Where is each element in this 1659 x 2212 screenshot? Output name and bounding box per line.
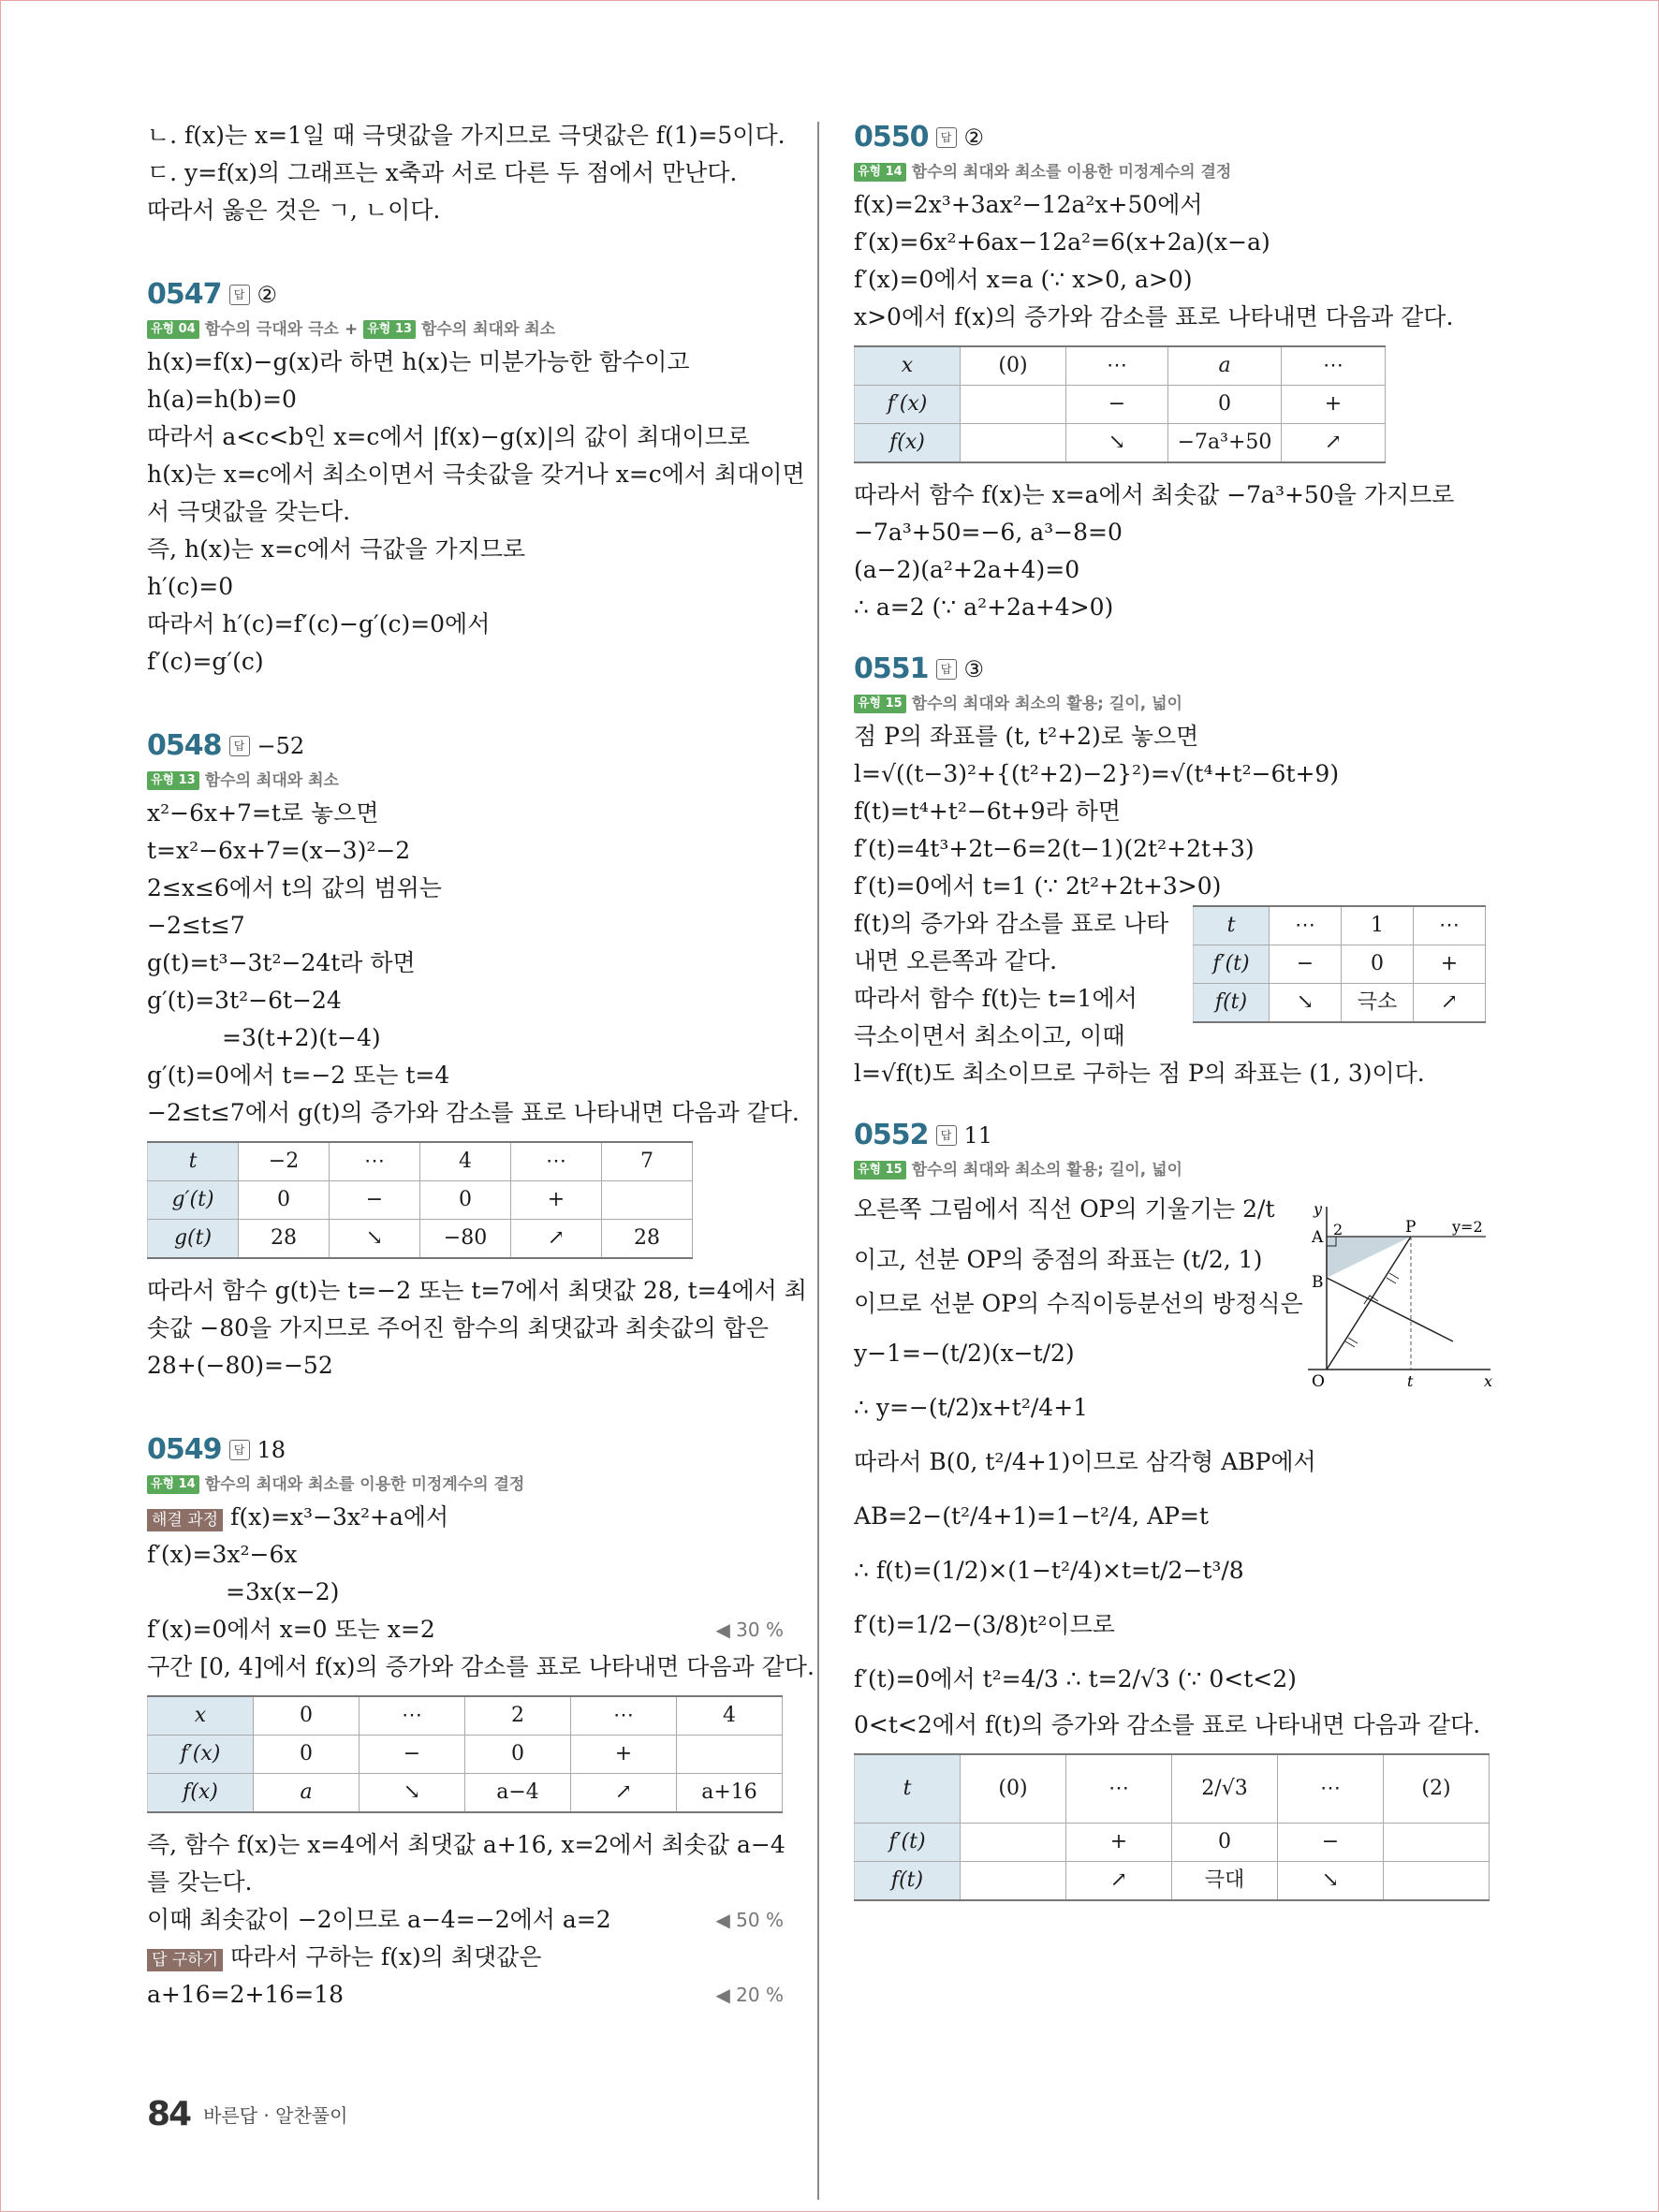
solution-text: 이때 최솟값이 −2이므로 a−4=−2에서 a=2: [147, 1906, 611, 1933]
table-cell: 4: [677, 1696, 783, 1736]
table-cell: 0: [1172, 1824, 1278, 1862]
problem-number: 0552: [854, 1119, 929, 1151]
solution-line: 솟값 −80을 가지므로 주어진 함수의 최댓값과 최솟값의 합은: [147, 1314, 769, 1341]
plus-sign: +: [344, 320, 359, 339]
solution-line: 즉, 함수 f(x)는 x=4에서 최댓값 a+16, x=2에서 최솟값 a−4: [147, 1831, 785, 1858]
table-cell: [961, 1862, 1066, 1901]
table-cell: 극대: [1172, 1862, 1278, 1901]
axis-label-y: y: [1314, 1201, 1323, 1218]
table-header-cell: t: [1194, 906, 1270, 945]
solution-line: f′(t)=1/2−(3/8)t²이므로: [854, 1611, 1115, 1638]
table-cell: +: [511, 1181, 602, 1220]
type-tags: [147, 767, 784, 795]
problem-header: [147, 725, 784, 767]
solution-line: g(t)=t³−3t²−24t라 하면: [147, 949, 416, 976]
table-cell: ⋯: [1066, 1754, 1172, 1824]
answer-value: −52: [257, 733, 305, 759]
solution-line: h(x)는 x=c에서 최소이면서 극솟값을 갖거나 x=c에서 최대이면: [147, 461, 805, 488]
table-cell: (0): [961, 346, 1066, 386]
table-row: [855, 1862, 1490, 1901]
solution-line: g′(t)=0에서 t=−2 또는 t=4: [147, 1062, 450, 1089]
answer-icon: 답: [229, 1440, 250, 1460]
table-row: [855, 1824, 1490, 1862]
solution-line: x>0에서 f(x)의 증가와 감소를 표로 나타내면 다음과 같다.: [854, 303, 1454, 330]
table-row: [855, 346, 1386, 386]
intro-line: ㄴ. f(x)는 x=1일 때 극댓값을 가지므로 극댓값은 f(1)=5이다.: [147, 122, 785, 149]
type-tag: 유형 14: [854, 163, 906, 182]
type-tags: [854, 158, 1500, 186]
table-cell: ↗: [571, 1774, 677, 1813]
solution-line: h(a)=h(b)=0: [147, 386, 297, 413]
solution-line: 따라서 a<c<b인 x=c에서 |f(x)−g(x)|의 값이 최대이므로: [147, 423, 750, 450]
solution-line: 이고, 선분 OP의 중점의 좌표는 (t/2, 1): [854, 1246, 1263, 1273]
table-cell: 0: [239, 1181, 330, 1220]
type-tag-text: 함수의 최대와 최소: [204, 771, 339, 790]
score-percent: ◀ 20 %: [715, 1984, 784, 2006]
type-tag-text: 함수의 극대와 극소: [204, 320, 339, 339]
problem-0548: [147, 725, 807, 1384]
table-header-cell: x: [855, 346, 961, 386]
step-label: 해결 과정: [147, 1509, 223, 1531]
variation-table: [147, 1141, 693, 1259]
table-row: [148, 1736, 783, 1774]
table-header-cell: t: [148, 1142, 239, 1181]
solution-line: 즉, h(x)는 x=c에서 극값을 가지므로: [147, 535, 526, 563]
table-header-cell: x: [148, 1696, 254, 1736]
solution-line: 2≤x≤6에서 t의 값의 범위는: [147, 874, 442, 901]
solution-line: [147, 1939, 784, 1976]
type-tag: 유형 15: [854, 1161, 906, 1179]
solution-text: a+16=2+16=18: [147, 1981, 345, 2008]
side-by-side-block: [854, 905, 1500, 1055]
solution-line: −2≤t≤7에서 g(t)의 증가와 감소를 표로 나타내면 다음과 같다.: [147, 1099, 800, 1126]
table-cell: ⋯: [511, 1142, 602, 1181]
table-cell: +: [571, 1736, 677, 1774]
table-row: [148, 1696, 783, 1736]
type-tag-text: 함수의 최대와 최소: [420, 320, 556, 339]
answer-icon: 답: [936, 127, 957, 148]
solution-line: f′(c)=g′(c): [147, 648, 264, 675]
table-header-cell: f′(x): [148, 1736, 254, 1774]
table-row: [148, 1181, 693, 1220]
intro-block: [147, 117, 784, 229]
table-cell: a: [1168, 346, 1282, 386]
page-number: 84: [147, 2095, 191, 2133]
problem-number: 0549: [147, 1433, 222, 1466]
problem-0549: [147, 1429, 815, 2014]
solution-line: (a−2)(a²+2a+4)=0: [854, 556, 1080, 583]
table-cell: ⋯: [1414, 906, 1486, 945]
point-label-a: A: [1312, 1228, 1324, 1247]
score-percent: ◀ 50 %: [715, 1909, 784, 1931]
point-label-o: O: [1312, 1372, 1325, 1391]
solution-line: l=√f(t)도 최소이므로 구하는 점 P의 좌표는 (1, 3)이다.: [854, 1060, 1425, 1087]
coordinate-diagram: [1289, 1201, 1500, 1398]
answer-value: ③: [963, 656, 985, 682]
solution-text: f(x)=x³−3x²+a에서: [230, 1503, 449, 1531]
table-header-cell: f(t): [855, 1862, 961, 1901]
problem-number: 0547: [147, 278, 222, 311]
table-header-cell: t: [855, 1754, 961, 1824]
problem-number: 0548: [147, 729, 222, 762]
type-tag: 유형 13: [363, 320, 416, 339]
type-tags: [854, 1156, 1500, 1184]
solution-line: 28+(−80)=−52: [147, 1352, 333, 1379]
table-header-cell: g(t): [148, 1220, 239, 1259]
table-header-cell: g′(t): [148, 1181, 239, 1220]
solution-line: [147, 1901, 784, 1939]
solution-line: 내면 오른쪽과 같다.: [854, 947, 1058, 974]
table-cell: ⋯: [360, 1696, 465, 1736]
solution-line: 따라서 B(0, t²/4+1)이므로 삼각형 ABP에서: [854, 1448, 1316, 1475]
solution-line: AB=2−(t²/4+1)=1−t²/4, AP=t: [854, 1502, 1209, 1530]
table-cell: −: [330, 1181, 420, 1220]
solution-line: 오른쪽 그림에서 직선 OP의 기울기는 2/t: [854, 1195, 1275, 1223]
table-cell: 극소: [1342, 984, 1414, 1023]
solution-line: 따라서 h′(c)=f′(c)−g′(c)=0에서: [147, 610, 491, 637]
score-percent: ◀ 30 %: [715, 1619, 784, 1641]
table-cell: 0: [465, 1736, 571, 1774]
table-cell: ⋯: [330, 1142, 420, 1181]
table-cell: −80: [420, 1220, 511, 1259]
solution-line: =3x(x−2): [226, 1578, 340, 1605]
table-cell: ↘: [360, 1774, 465, 1813]
solution-line: ∴ a=2 (∵ a²+2a+4>0): [854, 593, 1114, 621]
table-cell: (0): [961, 1754, 1066, 1824]
variation-table: [147, 1695, 783, 1813]
solution-line: 서 극댓값을 갖는다.: [147, 498, 351, 525]
table-cell: 7: [602, 1142, 693, 1181]
table-cell: [602, 1181, 693, 1220]
table-cell: 0: [1342, 945, 1414, 984]
type-tag: 유형 14: [147, 1475, 199, 1494]
table-cell: ↘: [1066, 424, 1168, 463]
table-cell: 0: [254, 1696, 360, 1736]
table-header-cell: f′(x): [855, 386, 961, 424]
tick-mark: [1387, 1278, 1396, 1283]
solution-text: f′(x)=0에서 x=0 또는 x=2: [147, 1616, 435, 1643]
table-cell: ↗: [511, 1220, 602, 1259]
table-header-cell: f′(t): [1194, 945, 1270, 984]
table-cell: −2: [239, 1142, 330, 1181]
table-cell: +: [1066, 1824, 1172, 1862]
solution-line: l=√((t−3)²+{(t²+2)−2}²)=√(t⁴+t²−6t+9): [854, 760, 1340, 787]
solution-line: 따라서 함수 f(t)는 t=1에서: [854, 985, 1138, 1012]
intro-line: ㄷ. y=f(x)의 그래프는 x축과 서로 다른 두 점에서 만난다.: [147, 159, 738, 186]
type-tag-text: 함수의 최대와 최소를 이용한 미정계수의 결정: [204, 1475, 525, 1494]
table-cell: 0: [1168, 386, 1282, 424]
left-column: [147, 117, 815, 2014]
table-cell: ⋯: [1278, 1754, 1384, 1824]
problem-header: [147, 274, 784, 315]
solution-line: 따라서 함수 f(x)는 x=a에서 최솟값 −7a³+50을 가지므로: [854, 481, 1455, 508]
table-header-cell: f(t): [1194, 984, 1270, 1023]
table-cell: ⋯: [1066, 346, 1168, 386]
type-tag-text: 함수의 최대와 최소의 활용; 길이, 넓이: [911, 1161, 1182, 1179]
table-cell: +: [1282, 386, 1386, 424]
side-text: [854, 905, 1172, 1055]
point-label-b: B: [1312, 1273, 1324, 1292]
table-row: [148, 1220, 693, 1259]
problem-0551: [854, 649, 1500, 1092]
problem-number: 0551: [854, 652, 929, 685]
table-header-cell: f(x): [148, 1774, 254, 1813]
solution-line: 극소이면서 최소이고, 이때: [854, 1022, 1125, 1049]
solution-line: −7a³+50=−6, a³−8=0: [854, 519, 1123, 546]
solution-line: f(x)=2x³+3ax²−12a²x+50에서: [854, 191, 1203, 218]
table-cell: 4: [420, 1142, 511, 1181]
table-cell: ↗: [1414, 984, 1486, 1023]
variation-table: [854, 1753, 1490, 1901]
solution-line: t=x²−6x+7=(x−3)²−2: [147, 837, 411, 864]
problem-header: [147, 1429, 784, 1471]
table-cell: ↘: [1278, 1862, 1384, 1901]
table-cell: 1: [1342, 906, 1414, 945]
value-label-2: 2: [1333, 1221, 1343, 1238]
table-cell: ⋯: [1282, 346, 1386, 386]
solution-line: [147, 1499, 784, 1536]
type-tag: 유형 15: [854, 695, 906, 713]
solution-line: =3(t+2)(t−4): [222, 1024, 381, 1051]
table-cell: a: [254, 1774, 360, 1813]
problem-0552: [854, 1115, 1500, 1901]
table-cell: a−4: [465, 1774, 571, 1813]
solution-line: f(t)의 증가와 감소를 표로 나타: [854, 910, 1169, 937]
table-cell: ↗: [1066, 1862, 1172, 1901]
table-cell: [677, 1736, 783, 1774]
solution-line: h(x)=f(x)−g(x)라 하면 h(x)는 미분가능한 함수이고: [147, 348, 690, 375]
table-cell: −: [1066, 386, 1168, 424]
table-cell: 28: [239, 1220, 330, 1259]
table-cell: 0: [254, 1736, 360, 1774]
table-row: [855, 386, 1386, 424]
solution-line: f′(t)=4t³+2t−6=2(t−1)(2t²+2t+3): [854, 835, 1255, 862]
table-cell: [961, 386, 1066, 424]
table-row: [1194, 945, 1486, 984]
axis-label-x: x: [1484, 1372, 1493, 1390]
solution-line: y−1=−(t/2)(x−t/2): [854, 1340, 1075, 1367]
table-cell: 28: [602, 1220, 693, 1259]
table-cell: [1384, 1862, 1490, 1901]
solution-line: x²−6x+7=t로 놓으면: [147, 799, 379, 827]
table-cell: ↗: [1282, 424, 1386, 463]
table-cell: ⋯: [571, 1696, 677, 1736]
table-header-cell: f′(t): [855, 1824, 961, 1862]
solution-line: [147, 1976, 784, 2014]
problem-0550: [854, 117, 1500, 626]
solution-line: f′(x)=6x²+6ax−12a²=6(x+2a)(x−a): [854, 228, 1270, 256]
solution-line: f′(x)=3x²−6x: [147, 1541, 298, 1568]
problem-0547: [147, 274, 805, 681]
tick-mark: [1348, 1338, 1358, 1343]
solution-line: 구간 [0, 4]에서 f(x)의 증가와 감소를 표로 나타내면 다음과 같다.: [147, 1653, 815, 1680]
point-label-t: t: [1407, 1372, 1414, 1390]
table-cell: [1384, 1824, 1490, 1862]
table-cell: −: [360, 1736, 465, 1774]
point-label-p: P: [1405, 1218, 1417, 1237]
table-cell: (2): [1384, 1754, 1490, 1824]
table-cell: −: [1270, 945, 1342, 984]
solution-line: f′(t)=0에서 t=1 (∵ 2t²+2t+3>0): [854, 872, 1222, 900]
right-column: [854, 117, 1500, 1914]
tick-mark: [1345, 1341, 1355, 1347]
type-tags: [147, 315, 784, 344]
solution-text: 따라서 구하는 f(x)의 최댓값은: [230, 1943, 542, 1970]
solution-line: f′(x)=0에서 x=a (∵ x>0, a>0): [854, 266, 1193, 293]
tick-mark: [1389, 1273, 1399, 1279]
table-header-cell: f(x): [855, 424, 961, 463]
solution-line: 이므로 선분 OP의 수직이등분선의 방정식은: [854, 1290, 1303, 1317]
table-cell: a+16: [677, 1774, 783, 1813]
type-tag: 유형 04: [147, 320, 199, 339]
variation-table: [854, 345, 1386, 463]
table-cell: 2/√3: [1172, 1754, 1278, 1824]
answer-value: 18: [257, 1437, 286, 1463]
table-cell: ↘: [330, 1220, 420, 1259]
table-cell: 2: [465, 1696, 571, 1736]
solution-line: f′(t)=0에서 t²=4/3 ∴ t=2/√3 (∵ 0<t<2): [854, 1665, 1297, 1692]
solution-line: ∴ f(t)=(1/2)×(1−t²/4)×t=t/2−t³/8: [854, 1557, 1244, 1584]
table-cell: −7a³+50: [1168, 424, 1282, 463]
solution-line: 따라서 함수 g(t)는 t=−2 또는 t=7에서 최댓값 28, t=4에서 최: [147, 1277, 807, 1304]
intro-line: 따라서 옳은 것은 ㄱ, ㄴ이다.: [147, 197, 441, 224]
solution-line: h′(c)=0: [147, 573, 234, 600]
problem-header: [854, 1115, 1500, 1156]
solution-line: g′(t)=3t²−6t−24: [147, 987, 342, 1014]
type-tag: 유형 13: [147, 771, 199, 790]
answer-icon: 답: [229, 736, 250, 756]
table-cell: [961, 424, 1066, 463]
variation-table: [1193, 905, 1486, 1023]
answer-value: ②: [257, 282, 278, 308]
type-tag-text: 함수의 최대와 최소를 이용한 미정계수의 결정: [911, 163, 1232, 182]
table-row: [855, 424, 1386, 463]
solution-line: −2≤t≤7: [147, 912, 245, 939]
column-divider: [817, 122, 819, 2200]
page-footer: [147, 2095, 347, 2133]
problem-number: 0550: [854, 121, 929, 154]
answer-icon: 답: [936, 1125, 957, 1146]
table-cell: +: [1414, 945, 1486, 984]
answer-icon: 답: [229, 285, 250, 305]
solution-line: [147, 1611, 784, 1648]
table-cell: [961, 1824, 1066, 1862]
type-tag-text: 함수의 최대와 최소의 활용; 길이, 넓이: [911, 695, 1182, 713]
answer-value: ②: [963, 125, 985, 151]
problem-header: [854, 649, 1500, 690]
line-label-y2: y=2: [1452, 1218, 1483, 1236]
step-label: 답 구하기: [147, 1949, 223, 1971]
perpendicular-bisector: [1327, 1278, 1453, 1341]
solution-line: f(t)=t⁴+t²−6t+9라 하면: [854, 798, 1121, 825]
table-row: [1194, 984, 1486, 1023]
book-title: 바른답 · 알찬풀이: [203, 2104, 348, 2127]
solution-line: ∴ y=−(t/2)x+t²/4+1: [854, 1394, 1089, 1421]
solution-line: 0<t<2에서 f(t)의 증가와 감소를 표로 나타내면 다음과 같다.: [854, 1711, 1481, 1738]
table-row: [1194, 906, 1486, 945]
table-row: [855, 1754, 1490, 1824]
answer-icon: 답: [936, 659, 957, 680]
table-cell: ⋯: [1270, 906, 1342, 945]
table-cell: −: [1278, 1824, 1384, 1862]
table-row: [148, 1142, 693, 1181]
type-tags: [854, 690, 1500, 718]
problem-header: [854, 117, 1500, 158]
table-row: [148, 1774, 783, 1813]
solution-line: 점 P의 좌표를 (t, t²+2)로 놓으면: [854, 723, 1199, 750]
table-cell: ↘: [1270, 984, 1342, 1023]
table-cell: 0: [420, 1181, 511, 1220]
answer-value: 11: [963, 1122, 993, 1149]
solution-line: 를 갖는다.: [147, 1868, 253, 1896]
type-tags: [147, 1471, 784, 1499]
